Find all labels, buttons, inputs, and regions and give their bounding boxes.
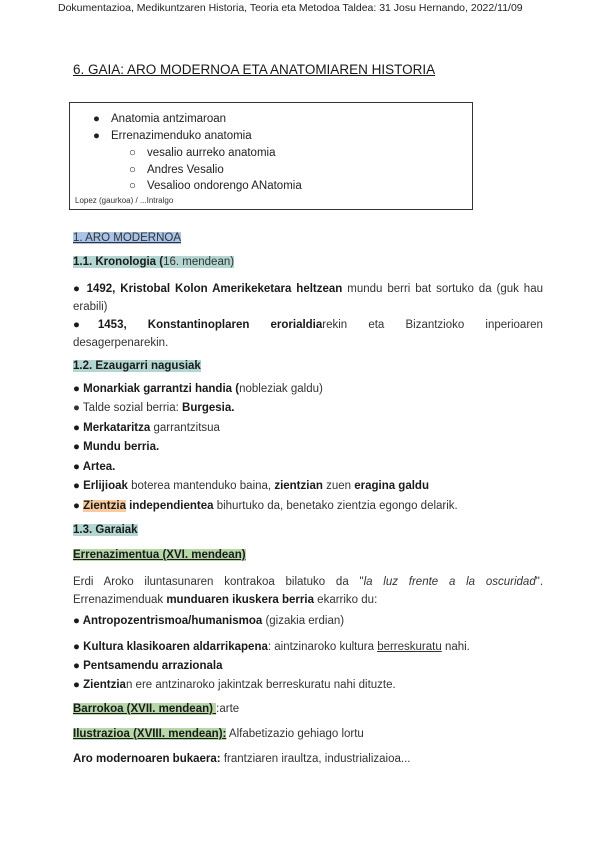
list-item <box>73 641 470 653</box>
bold-text: ● <box>73 500 84 512</box>
toc-item <box>93 113 226 125</box>
circle-bullet-icon: ○ <box>129 164 136 176</box>
list-item <box>73 422 220 434</box>
subsection-title: 1.2. Ezaugarri nagusiak <box>73 360 201 372</box>
text: bihurtuko da, benetako zientzia egongo delarik. <box>213 500 458 512</box>
text: n ere antzinaroko jakintzak berreskuratu nahi dituzte. <box>125 679 396 691</box>
text: Bizantzioko <box>405 319 465 331</box>
subsection-heading <box>73 524 138 536</box>
bold-text: ●1453, <box>73 319 127 331</box>
bold-text: eragina galdu <box>354 480 429 492</box>
bullet-icon: ● <box>93 130 100 142</box>
subsection-heading <box>73 360 201 372</box>
bold-text: ● Erlijioak <box>73 480 128 492</box>
page-header: Dokumentazioa, Medikuntzaren Historia, Teoria eta Metodoa Taldea: 31 Josu Hernando, 2022/11/09 <box>58 2 523 14</box>
bold-text: zientzian <box>274 480 323 492</box>
list-item <box>73 480 429 492</box>
bold-text: ● Pentsamendu arrazionala <box>73 660 223 672</box>
text: ". <box>535 576 544 588</box>
text: (gizakia erdian) <box>262 615 345 627</box>
text: rekin <box>322 319 348 331</box>
text: eta <box>368 319 385 331</box>
toc-subitem <box>129 180 302 192</box>
toc-item-text: Anatomia antzimaroan <box>111 113 227 125</box>
bold-text: Konstantinoplaren <box>147 319 250 331</box>
toc-item-text: Vesalioo ondorengo ANatomia <box>147 180 302 192</box>
toc-item-text: Errenazimenduko anatomia <box>111 130 252 142</box>
bold-text: munduaren ikuskera berria <box>166 594 314 606</box>
bold-text: Burgesia. <box>182 402 235 414</box>
text: desagerpenarekin. <box>73 337 169 349</box>
section-heading <box>73 232 181 244</box>
bold-text: ● Antropozentrismoa/humanismoa <box>73 615 263 627</box>
text: ● Talde sozial berria: <box>73 402 183 414</box>
toc-item-text: Andres Vesalio <box>147 164 224 176</box>
paragraph-1453 <box>73 316 543 352</box>
toc-item-text: vesalio aurreko anatomia <box>147 147 276 159</box>
italic-text: la luz frente a la oscuridad <box>363 576 536 588</box>
list-item <box>73 402 234 414</box>
bold-text: ● Kultura klasikoaren aldarrikapena <box>73 641 268 653</box>
period-title: Barrokoa (XVII. mendean) <box>73 703 217 715</box>
page-title: 6. GAIA: ARO MODERNOA ETA ANATOMIAREN HISTORIA <box>73 62 436 77</box>
period-title: Ilustrazioa (XVIII. mendean): <box>73 728 227 740</box>
text: :arte <box>216 703 240 715</box>
list-item <box>73 500 458 512</box>
bold-text: erorialdia <box>270 319 323 331</box>
text: Alfabetizazio gehiago lortu <box>226 728 364 740</box>
text: boterea mantenduko baina, <box>127 480 275 492</box>
list-item <box>73 660 222 672</box>
list-item <box>73 383 323 395</box>
text: zuen <box>322 480 355 492</box>
text: ekarriko du: <box>313 594 378 606</box>
circle-bullet-icon: ○ <box>129 147 136 159</box>
text: mundu berri bat sortuko da (guk hau <box>342 283 543 295</box>
period-title: Errenazimentua (XVI. mendean) <box>73 549 246 561</box>
bold-text: independientea <box>125 500 214 512</box>
section-title: 1. ARO MODERNOA <box>73 232 181 244</box>
underlined-text: berreskuratu <box>377 641 442 653</box>
highlighted-text: Zientzia <box>83 500 126 512</box>
list-item <box>73 679 396 691</box>
list-item <box>73 441 159 453</box>
text: nahi. <box>441 641 470 653</box>
bold-text: ● Zientzia <box>73 679 126 691</box>
text: : aintzinaroko kultura <box>267 641 378 653</box>
table-of-contents <box>69 102 473 210</box>
text: frantziaren iraultza, industrializaioa... <box>220 753 411 765</box>
toc-subitem <box>129 164 224 176</box>
bold-text: Aro modernoaren bukaera: <box>73 753 221 765</box>
text: erabili) <box>73 301 108 313</box>
toc-subitem <box>129 147 276 159</box>
subsection-title: 1.3. Garaiak <box>73 524 138 536</box>
toc-handwritten-note: Lopez (gaurkoa) / ...Intralgo <box>75 196 174 205</box>
list-item <box>73 615 344 627</box>
subsection-title-rest: 16. mendean) <box>163 256 235 268</box>
bullet-icon: ● <box>93 113 100 125</box>
text: Erdi Aroko iluntasunaren kontrakoa bilatuko da " <box>73 576 364 588</box>
text: Errenazimenduak <box>73 594 167 606</box>
bold-text: ● Monarkiak garrantzi handia ( <box>73 383 240 395</box>
toc-item <box>93 130 252 142</box>
closing-line <box>73 753 410 765</box>
bold-text: ● Merkataritza <box>73 422 151 434</box>
bold-text: ● 1492, Kristobal Kolon Amerikeketara heltzean <box>73 283 343 295</box>
text: inperioaren <box>485 319 543 331</box>
subsection-title: 1.1. Kronologia ( <box>73 256 164 268</box>
period-heading <box>73 549 246 561</box>
list-item <box>73 461 115 473</box>
paragraph-renaissance <box>73 573 543 609</box>
bold-text: ● Mundu berria. <box>73 441 160 453</box>
period-heading <box>73 703 239 715</box>
circle-bullet-icon: ○ <box>129 180 136 192</box>
text: nobleziak galdu) <box>239 383 323 395</box>
bold-text: ● Artea. <box>73 461 116 473</box>
paragraph-1492 <box>73 280 543 316</box>
period-heading <box>73 728 364 740</box>
text: garrantzitsua <box>150 422 220 434</box>
subsection-heading <box>73 256 234 268</box>
